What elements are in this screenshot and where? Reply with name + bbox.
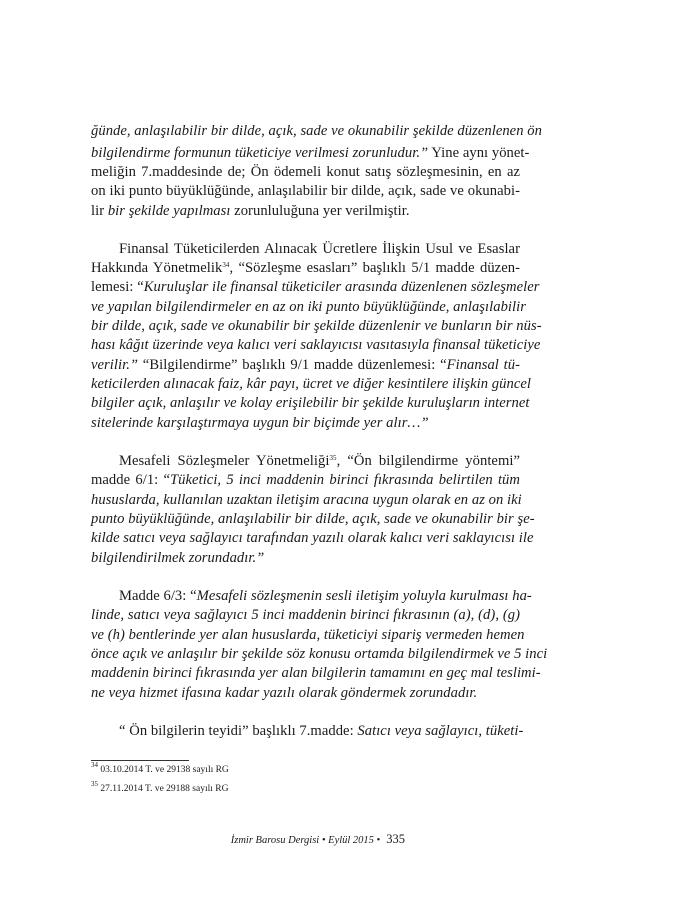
text-line xyxy=(91,182,520,200)
text-segment: bir dilde, açık, sade ve okunabilir bir şekilde düzenlenir ve bunların bir nüs- xyxy=(91,318,542,334)
text-line xyxy=(91,664,541,682)
text-line xyxy=(91,606,520,624)
text-segment: Mesafeli sözleşmenin sesli iletişim yoluyla kurulması ha- xyxy=(196,588,532,604)
text-line xyxy=(91,626,525,644)
text-line xyxy=(91,645,548,663)
text-segment: keticilerden alınacak faiz, kâr payı, ücret ve diğer kesintilere ilişkin güncel xyxy=(91,376,532,392)
text-line xyxy=(91,510,535,528)
text-segment: ne veya hizmet ifasına kadar yazılı olarak göndermek zorundadır. xyxy=(91,685,478,701)
text-segment: Hakkında Yönetmelik xyxy=(91,260,223,276)
text-segment: ğünde, anlaşılabilir bir dilde, açık, sade ve okunabilir şekilde düzenlenen ön xyxy=(91,123,542,139)
text-segment: on iki punto büyüklüğünde, anlaşılabilir bir dilde, açık, sade ve okunabi- xyxy=(91,183,520,199)
text-segment: Madde 6/3: “ xyxy=(119,588,197,604)
text-line xyxy=(91,549,520,567)
text-segment: bilgilendirme formunun tüketiciye verilmesi zorunludur.” xyxy=(91,145,429,161)
text-line xyxy=(119,587,532,605)
text-segment: maddenin birinci fıkrasında yer alan bilgilerin tamamını en geç mal teslimi- xyxy=(91,665,541,681)
text-segment: lir xyxy=(91,203,108,219)
footnote-34 xyxy=(91,761,229,776)
text-segment: , “Sözleşme esasları” başlıklı 5/1 madde düzen- xyxy=(229,260,520,276)
text-segment: lemesi: “ xyxy=(91,279,144,295)
footnote-reference: 34 xyxy=(222,261,230,269)
text-segment: sitelerinde karşılaştırmaya uygun bir biçimde yer alır…” xyxy=(91,415,429,431)
text-segment: ve (h) bentlerinde yer alan hususlarda, tüketiciyi sipariş vermeden hemen xyxy=(91,627,525,643)
text-line xyxy=(91,163,520,181)
text-line xyxy=(91,202,520,220)
text-segment: hası kâğıt üzerinde veya kalıcı veri saklayıcısı vasıtasıyla finansal tüketiciye xyxy=(91,337,541,353)
text-segment: ve yapılan bilgilendirmeler en az on iki punto büyüklüğünde, anlaşılabilir xyxy=(91,299,526,315)
footnote-number: 34 xyxy=(91,761,98,769)
text-line xyxy=(91,122,542,140)
text-line xyxy=(91,336,541,354)
footnote-reference: 35 xyxy=(329,454,337,462)
footnote-separator xyxy=(91,760,189,761)
footnote-35 xyxy=(91,780,229,795)
text-segment: Kuruluşlar ile finansal tüketiciler arasında düzenlenen sözleşmeler xyxy=(143,279,540,295)
footnote-number: 35 xyxy=(91,780,98,788)
page-number: 335 xyxy=(386,832,405,846)
text-segment: zorunluluğuna yer verilmiştir. xyxy=(230,203,410,219)
text-segment: verilir.” xyxy=(91,357,139,373)
text-segment: Satıcı veya sağlayıcı, tüketi- xyxy=(357,723,524,739)
text-segment: bilgilendirilmek zorundadır.” xyxy=(91,550,265,566)
text-line xyxy=(119,240,520,258)
text-segment: meliğin 7.maddesinde de; Ön ödemeli konut satış sözleşmesinin, en az xyxy=(91,164,520,180)
text-segment: hususlarda, kullanılan uzaktan iletişim aracına uygun olarak en az on iki xyxy=(91,492,522,508)
text-line xyxy=(91,491,520,509)
text-line xyxy=(91,317,542,335)
text-segment: “Bilgilendirme” başlıklı 9/1 madde düzenlemesi: “ xyxy=(138,357,447,373)
text-segment: Mesafeli Sözleşmeler Yönetmeliği xyxy=(119,453,330,469)
journal-title: İzmir Barosu Dergisi • Eylül 2015 • xyxy=(230,835,381,846)
text-segment: , “Ön bilgilendirme yöntemi” xyxy=(336,453,520,469)
text-line xyxy=(119,722,524,740)
text-line xyxy=(91,278,540,296)
text-segment: linde, satıcı veya sağlayıcı 5 inci maddenin birinci fıkrasının (a), (d), (g) xyxy=(91,607,520,623)
text-segment: madde 6/1: “ xyxy=(91,472,171,488)
text-segment: “ Ön bilgilerin teyidi” başlıklı 7.madde: xyxy=(119,723,358,739)
text-segment: Tüketici, 5 inci maddenin birinci fıkrasında belirtilen tüm xyxy=(170,472,520,488)
text-line xyxy=(91,356,520,374)
text-segment: kilde satıcı veya sağlayıcı tarafından yazılı olarak kalıcı veri saklayıcısı ile xyxy=(91,530,534,546)
text-line xyxy=(91,144,530,162)
text-line xyxy=(91,471,520,489)
text-segment: Finansal Tüketicilerden Alınacak Ücretlere İlişkin Usul ve Esaslar xyxy=(119,241,520,257)
page-footer xyxy=(205,832,405,847)
text-line xyxy=(119,452,520,470)
text-segment: Yine aynı yönet- xyxy=(428,145,530,161)
text-segment: punto büyüklüğünde, anlaşılabilir bir dilde, açık, sade ve okunabilir bir şe- xyxy=(91,511,535,527)
text-line xyxy=(91,259,520,277)
text-segment: bir şekilde yapılması xyxy=(107,203,231,219)
text-segment: önce açık ve anlaşılır bir şekilde söz konusu ortamda bilgilendirmek ve 5 inci xyxy=(91,646,548,662)
footnote-text: 03.10.2014 T. ve 29138 sayılı RG xyxy=(98,765,229,775)
text-line xyxy=(91,394,530,412)
text-segment: Finansal tü- xyxy=(446,357,520,373)
text-segment: bilgiler açık, anlaşılır ve kolay erişilebilir bir şekilde kuruluşların internet xyxy=(91,395,530,411)
text-line xyxy=(91,298,526,316)
text-line xyxy=(91,684,520,702)
text-line xyxy=(91,529,534,547)
text-line xyxy=(91,375,532,393)
text-line xyxy=(91,414,520,432)
footnote-text: 27.11.2014 T. ve 29188 sayılı RG xyxy=(98,784,229,794)
